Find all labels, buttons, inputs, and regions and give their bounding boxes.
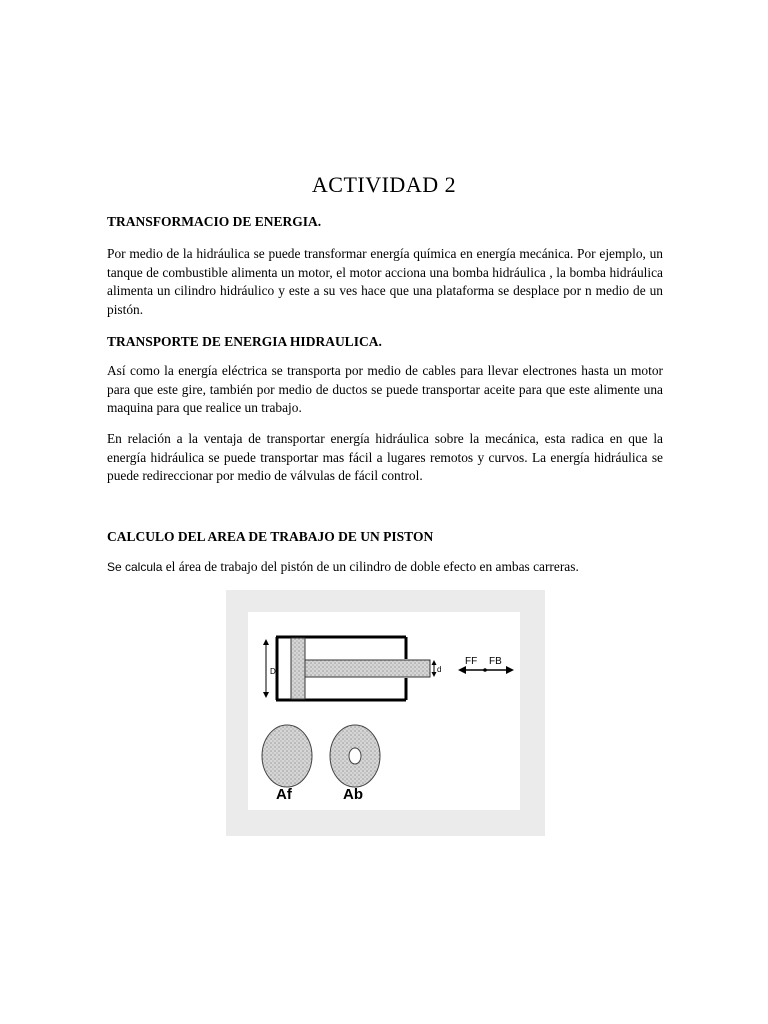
area-circle-af (262, 725, 312, 787)
section-heading-transporte: TRANSPORTE DE ENERGIA HIDRAULICA. (107, 334, 382, 349)
intro-sans-text: Se calcula (107, 560, 163, 574)
label-FB: FB (489, 656, 502, 667)
rod-hole (349, 748, 361, 764)
paragraph-transporte-1: Así como la energía eléctrica se transporta por medio de cables para llevar electrones hasta un motor para que este gire, también por medio de ductos se puede transportar aceite para que este alimente una maquina para que realice un trabajo. (107, 363, 663, 415)
label-FF: FF (465, 656, 478, 667)
page-title: ACTIVIDAD 2 (311, 172, 457, 197)
paragraph-calculo-intro (107, 559, 579, 575)
paragraph-transporte-2: En relación a la ventaja de transportar energía hidráulica sobre la mecánica, esta radica en que la energía hidráulica se puede transportar mas fácil a lugares remotos y curvos. La energía hidráulica se puede redireccionar por medio de válvulas de fácil control. (107, 431, 663, 483)
label-D: D (270, 667, 276, 676)
force-arrows (458, 666, 514, 674)
piston-diagram (226, 590, 545, 836)
label-Af: Af (276, 786, 292, 803)
piston-rod (305, 660, 430, 677)
section-heading-transformacion: TRANSFORMACIO DE ENERGIA. (107, 214, 322, 229)
paragraph-transformacion: Por medio de la hidráulica se puede transformar energía química en energía mecánica. Por ejemplo, un tanque de combustible alimenta un motor, el motor acciona una bomba hidráulica , la bomba hidráulica alimenta un cilindro hidráulico y este a su ves hace que una plataforma se desplace por n medio de un pistón. (107, 246, 663, 317)
piston-diagram-figure (226, 590, 545, 836)
intro-rest-text: el área de trabajo del pistón de un cilindro de doble efecto en ambas carreras. (162, 559, 579, 574)
dimension-D (263, 639, 269, 698)
label-d: d (437, 665, 442, 674)
section-heading-calculo: CALCULO DEL AREA DE TRABAJO DE UN PISTON (107, 529, 434, 544)
piston-head (291, 638, 305, 699)
dimension-d (432, 660, 437, 677)
label-Ab: Ab (343, 786, 363, 803)
